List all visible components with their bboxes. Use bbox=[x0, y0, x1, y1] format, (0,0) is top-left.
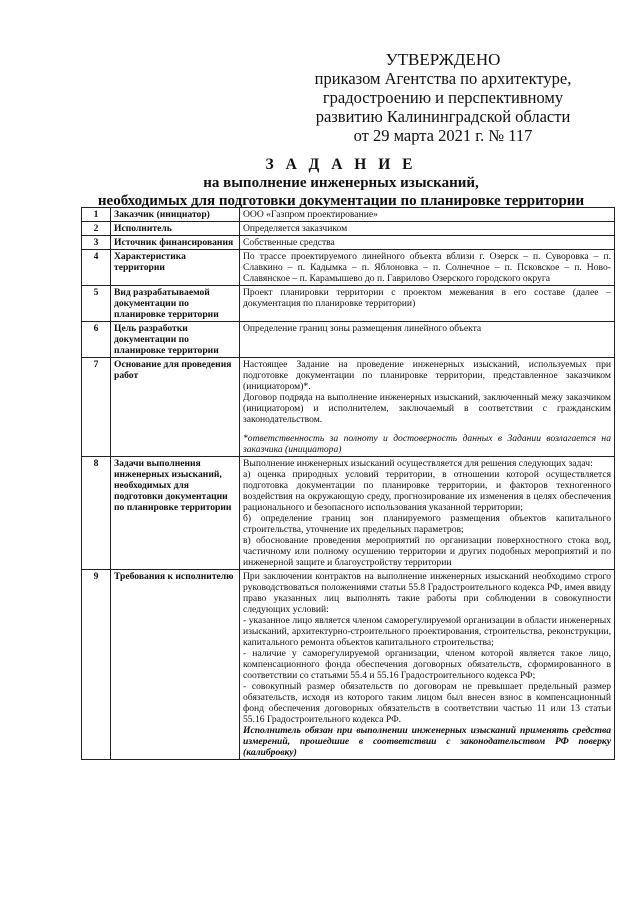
approval-title: УТВЕРЖДЕНО bbox=[385, 50, 501, 69]
row-number: 6 bbox=[82, 322, 111, 358]
approval-line-2: градостроению и перспективному bbox=[322, 88, 564, 107]
row-value-paragraph: в) обоснование проведения мероприятий по организации поверхностного стока вод, частичному или полному осушению территории и других подобных мероприятий и по инженерной защите и благоустройству территории bbox=[243, 535, 611, 568]
row-value-paragraph: При заключении контрактов на выполнение инженерных изысканий необходимо строго руководствоваться положениями статьи 55.8 Градостроительного кодекса РФ, имея ввиду право указанных лиц выполнять такие работы при соблюдении в совокупности следующих условий: bbox=[243, 571, 611, 615]
row-value bbox=[240, 457, 615, 570]
row-value-paragraph: Договор подряда на выполнение инженерных изысканий, заключенный межу заказчиком (инициатором) и исполнителем, заключаемый в соответствии с гражданским законодательством. bbox=[243, 392, 611, 425]
row-value-paragraph: По трассе проектируемого линейного объекта вблизи г. Озерск – п. Суворовка – п. Славкино – п. Кадымка – п. Яблоновка – п. Солнечное – п. Псковское – п. Ново-Славянское – п. Карамышево до п. Гаврилово Озерского городского округа bbox=[243, 251, 611, 284]
row-value-paragraph: Собственные средства bbox=[243, 237, 335, 248]
table-row bbox=[82, 286, 615, 322]
row-value bbox=[240, 570, 615, 760]
row-number: 8 bbox=[82, 457, 111, 570]
approval-line-3: развитию Калининградской области bbox=[315, 107, 571, 126]
approval-line-1: приказом Агентства по архитектуре, bbox=[314, 69, 572, 88]
row-label: Характеристика территории bbox=[111, 250, 240, 286]
document-subtitle-2: необходимых для подготовки документации по планировке территории bbox=[97, 193, 585, 209]
row-number: 7 bbox=[82, 358, 111, 457]
row-value-paragraph: - наличие у саморегулируемой организации, членом которой является такое лицо, компенсационного фонда обеспечения договорных обязательств, сформированного в соответствии со статьями 55.4 и 55.16 Градостроительного кодекса РФ; bbox=[243, 648, 611, 681]
row-value-paragraph: Проект планировки территории с проектом межевания в его составе (далее – документация по планировке территории) bbox=[243, 287, 611, 309]
row-number: 1 bbox=[82, 208, 111, 222]
row-label: Вид разрабатываемой документации по планировке территории bbox=[111, 286, 240, 322]
row-label: Заказчик (инициатор) bbox=[111, 208, 240, 222]
table-row bbox=[82, 208, 615, 222]
row-value-paragraph: - указанное лицо является членом саморегулируемой организации в области инженерных изысканий, архитектурно-строительного проектирования, строительства, реконструкции, капитального ремонта объектов капитального строительства; bbox=[243, 615, 611, 648]
row-value-paragraph: Выполнение инженерных изысканий осуществляется для решения следующих задач: bbox=[243, 458, 593, 469]
approval-line-4: от 29 марта 2021 г. № 117 bbox=[353, 126, 533, 145]
table-row bbox=[82, 322, 615, 358]
table-row bbox=[82, 250, 615, 286]
row-value bbox=[240, 286, 615, 322]
row-number: 5 bbox=[82, 286, 111, 322]
row-value bbox=[240, 358, 615, 457]
table-row bbox=[82, 570, 615, 760]
table-row bbox=[82, 358, 615, 457]
row-value-paragraph: Настоящее Задание на проведение инженерных изысканий, используемых при подготовке документации по планировке территории, представленное заказчиком (инициатором)*. bbox=[243, 359, 611, 392]
row-label: Источник финансирования bbox=[111, 236, 240, 250]
row-label: Задачи выполнения инженерных изысканий, необходимых для подготовки документации по планировке территории bbox=[111, 457, 240, 570]
task-table bbox=[81, 207, 615, 760]
row-label: Требования к исполнителю bbox=[111, 570, 240, 760]
row-label: Цель разработки документации по планировке территории bbox=[111, 322, 240, 358]
row-number: 9 bbox=[82, 570, 111, 760]
row-emphasis: Исполнитель обязан при выполнении инженерных изысканий применять средства измерений, прошедшие в соответствии с законодательством РФ поверку (калибровку) bbox=[243, 725, 611, 758]
row-value-paragraph: б) определение границ зон планируемого размещения объектов капитального строительства, уточнение их предельных параметров; bbox=[243, 513, 611, 535]
row-value bbox=[240, 322, 615, 358]
table-row bbox=[82, 222, 615, 236]
row-value bbox=[240, 222, 615, 236]
row-label: Основание для проведения работ bbox=[111, 358, 240, 457]
row-value-paragraph: - совокупный размер обязательств по договорам не превышает предельный размер обязательств, исходя из которого таким лицом был внесен взнос в компенсационный фонд обеспечения договорных обязательств в соответствии частью 11 или 13 статьи 55.16 Градостроительного кодекса РФ. bbox=[243, 681, 611, 725]
table-row bbox=[82, 457, 615, 570]
row-number: 4 bbox=[82, 250, 111, 286]
row-footnote: *ответственность за полноту и достоверность данных в Задании возлагается на заказчика (инициатора) bbox=[243, 433, 611, 455]
document-heading bbox=[76, 156, 606, 210]
row-number: 2 bbox=[82, 222, 111, 236]
row-label: Исполнитель bbox=[111, 222, 240, 236]
row-value-paragraph: Определение границ зоны размещения линейного объекта bbox=[243, 323, 482, 334]
row-value-paragraph: а) оценка природных условий территории, в отношении которой осуществляется подготовка документации по планировке территории, и факторов техногенного воздействия на окружающую среду, прогнозирование их изменения в целях обеспечения рационального и безопасного использования указанной территории; bbox=[243, 469, 611, 513]
row-value-paragraph: Определяется заказчиком bbox=[243, 223, 348, 234]
approval-block bbox=[298, 50, 588, 145]
row-value bbox=[240, 236, 615, 250]
row-value-paragraph: ООО «Газпром проектирование» bbox=[243, 209, 378, 220]
row-number: 3 bbox=[82, 236, 111, 250]
table-row bbox=[82, 236, 615, 250]
row-value bbox=[240, 250, 615, 286]
row-value bbox=[240, 208, 615, 222]
document-subtitle-1: на выполнение инженерных изысканий, bbox=[203, 175, 479, 191]
document-title: З А Д А Н И Е bbox=[265, 156, 417, 173]
